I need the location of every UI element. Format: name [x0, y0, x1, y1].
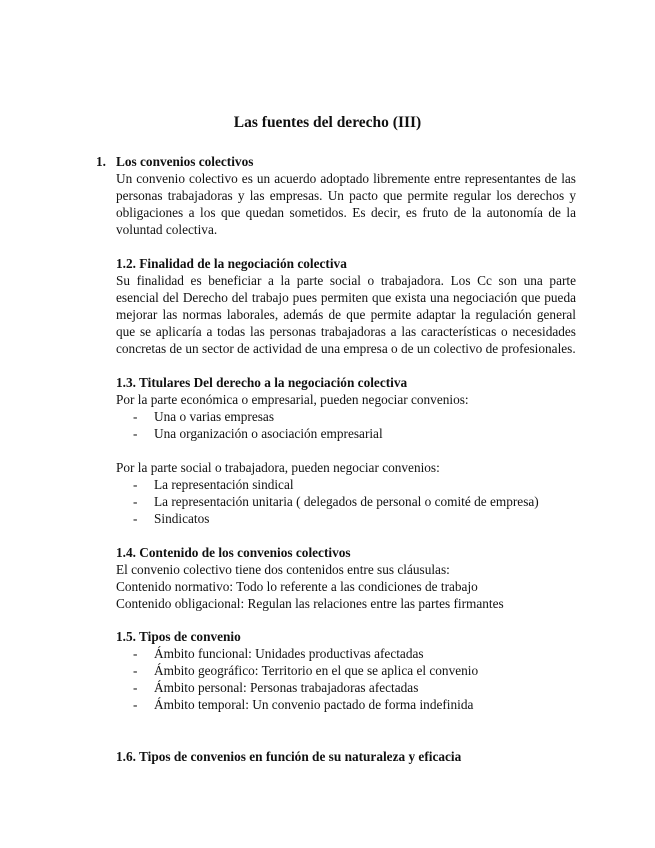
section-heading-text: Los convenios colectivos — [116, 154, 254, 169]
content-line: Contenido obligacional: Regulan las relaciones entre las partes firmantes — [116, 596, 504, 611]
list-item: - Ámbito geográfico: Territorio en el que se aplica el convenio — [116, 662, 576, 679]
section-tipos-naturaleza — [116, 748, 576, 765]
section-heading: 1.4. Contenido de los convenios colectivos — [116, 545, 351, 560]
section-contenido — [116, 544, 576, 612]
list-item: - Sindicatos — [116, 510, 576, 527]
list-item: - Ámbito funcional: Unidades productivas afectadas — [116, 645, 576, 662]
content-line: El convenio colectivo tiene dos contenidos entre sus cláusulas: — [116, 562, 450, 577]
list-item: - La representación unitaria ( delegados de personal o comité de empresa) — [116, 493, 576, 510]
document-title: Las fuentes del derecho (III) — [233, 114, 422, 131]
section-paragraph: Su finalidad es beneficiar a la parte social o trabajadora. Los Cc son una parte esencial del Derecho del trabajo pues permiten que exista una negociación que pueda mejorar las normas laborales, además de que permite adaptar la regulación general que se aplicaría a todas las personas trabajadoras a las características o necesidades concretas de un sector de actividad de una empresa o de un colectivo de profesionales. — [116, 273, 576, 356]
list-item: - Ámbito temporal: Un convenio pactado de forma indefinida — [116, 696, 576, 713]
tipos-list — [116, 645, 576, 713]
content-line: Contenido normativo: Todo lo referente a las condiciones de trabajo — [116, 579, 478, 594]
empresarial-list — [116, 408, 576, 442]
section-finalidad — [116, 255, 576, 357]
section-heading: 1.6. Tipos de convenios en función de su naturaleza y eficacia — [116, 749, 462, 764]
social-list — [116, 476, 576, 527]
section-number: 1. — [96, 154, 106, 169]
section-heading: 1.5. Tipos de convenio — [116, 629, 241, 644]
section-tipos-convenio — [116, 628, 576, 713]
list-item: - Una organización o asociación empresarial — [116, 425, 576, 442]
section-heading: 1.2. Finalidad de la negociación colectiva — [116, 256, 347, 271]
section-paragraph: Un convenio colectivo es un acuerdo adoptado libremente entre representantes de las personas trabajadoras y las empresas. Un pacto que permite regular los derechos y obligaciones a los que quedan sometidos. Es decir, es fruto de la autonomía de la voluntad colectiva. — [116, 171, 576, 237]
list-item: - Una o varias empresas — [116, 408, 576, 425]
list-item: - La representación sindical — [116, 476, 576, 493]
section-convenios-colectivos — [96, 153, 576, 238]
section-heading — [96, 153, 576, 170]
list-item: - Ámbito personal: Personas trabajadoras afectadas — [116, 679, 576, 696]
intro-social: Por la parte social o trabajadora, pueden negociar convenios: — [116, 460, 440, 475]
section-titulares — [116, 374, 576, 527]
intro-empresarial: Por la parte económica o empresarial, pueden negociar convenios: — [116, 392, 469, 407]
section-heading: 1.3. Titulares Del derecho a la negociación colectiva — [116, 375, 408, 390]
